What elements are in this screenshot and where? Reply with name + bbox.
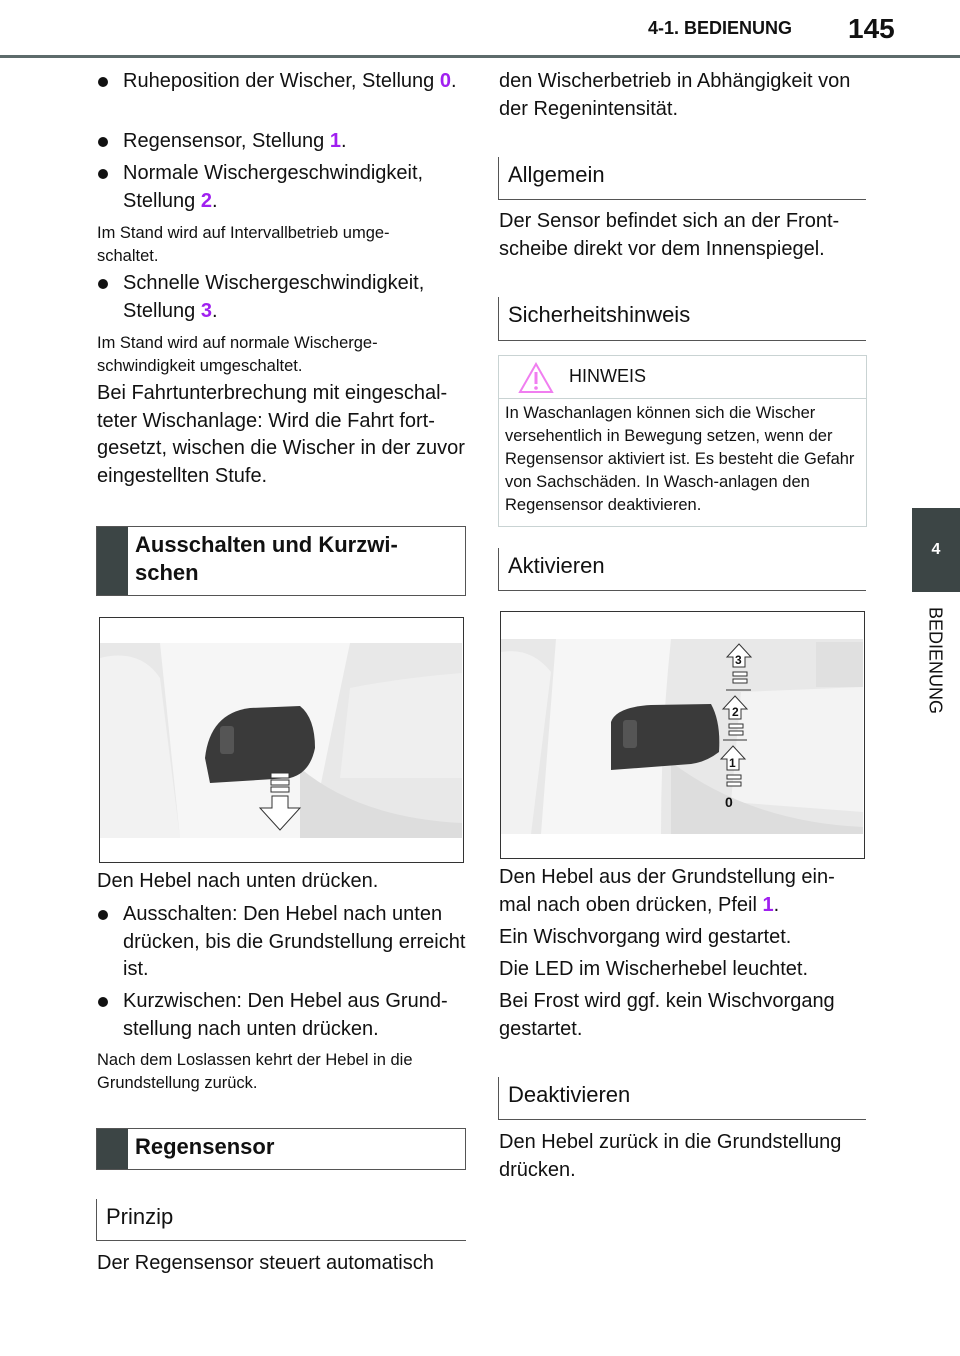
paragraph: Die LED im Wischerhebel leuchtet.: [499, 958, 809, 980]
arrow-label: 3: [735, 653, 742, 667]
warning-text: In Waschanlagen können sich die Wischer versehentlich in Bewegung setzen, wenn der Regensensor aktiviert ist. Es besteht die Gefahr von Sachschäden. In Wasch-anlagen den Regensensor deaktivieren.: [505, 404, 855, 514]
subheading: Sicherheitshinweis: [498, 297, 866, 341]
heading-text: Regensensor: [135, 1134, 275, 1159]
figure-lever-down: [99, 617, 464, 863]
subheading: Aktivieren: [498, 548, 866, 591]
heading-text: Ausschalten und Kurzwi-schen: [135, 532, 398, 585]
note-text: Im Stand wird auf Intervallbetrieb umge-schaltet.: [97, 224, 390, 265]
subheading: Deaktivieren: [498, 1077, 866, 1120]
warning-box: [498, 355, 867, 527]
note-text: Im Stand wird auf normale Wischerge-schwindigkeit umgeschaltet.: [97, 334, 378, 375]
paragraph: Den Hebel zurück in die Grundstellung drücken.: [499, 1131, 842, 1181]
section-heading: [96, 526, 466, 596]
paragraph: Ein Wischvorgang wird gestartet.: [499, 926, 792, 948]
heading-bar: [97, 527, 128, 595]
list-item: Kurzwischen: Den Hebel aus Grund-stellung nach unten drücken.: [97, 988, 491, 1043]
warning-triangle-icon: [518, 362, 554, 394]
chapter-label: BEDIENUNG: [925, 607, 946, 715]
paragraph: Bei Fahrtunterbrechung mit eingeschal-teter Wischanlage: Wird die Fahrt fort-gesetzt, wischen die Wischer in der zuvor eingestellten Stufe.: [97, 382, 465, 487]
subheading: Prinzip: [96, 1199, 466, 1241]
chapter-tab[interactable]: 4: [912, 508, 960, 592]
arrow-label: 1: [729, 756, 736, 770]
heading-bar: [97, 1129, 128, 1169]
arrow-label: 0: [725, 794, 733, 810]
header-divider: [0, 55, 960, 58]
paragraph: Den Hebel nach unten drücken.: [97, 870, 379, 892]
section-title: 4-1. BEDIENUNG: [648, 18, 793, 38]
list-item: Normale Wischergeschwindigkeit, Stellung 2.: [97, 160, 463, 215]
arrow-label: 2: [732, 705, 739, 719]
subheading: Allgemein: [498, 157, 866, 200]
paragraph: Bei Frost wird ggf. kein Wischvorgang gestartet.: [499, 990, 835, 1040]
list-item: Ausschalten: Den Hebel nach unten drücken, bis die Grundstellung erreicht ist.: [97, 901, 491, 984]
page-number: 145: [848, 13, 895, 44]
list-item: Regensensor, Stellung 1.: [97, 128, 493, 156]
paragraph: den Wischerbetrieb in Abhängigkeit von der Regenintensität.: [499, 70, 851, 120]
list-item: Ruheposition der Wischer, Stellung 0.: [97, 68, 493, 96]
paragraph: Der Sensor befindet sich an der Front-scheibe direkt vor dem Innenspiegel.: [499, 210, 840, 260]
warning-title: HINWEIS: [569, 366, 647, 386]
paragraph: Den Hebel aus der Grundstellung ein-mal nach oben drücken, Pfeil 1.: [499, 866, 835, 916]
figure-lever-up: [500, 611, 865, 859]
paragraph: Der Regensensor steuert automatisch: [97, 1252, 434, 1274]
note-text: Nach dem Loslassen kehrt der Hebel in die Grundstellung zurück.: [97, 1051, 413, 1092]
section-heading: [96, 1128, 466, 1170]
list-item: Schnelle Wischergeschwindigkeit, Stellung 3.: [97, 270, 463, 325]
